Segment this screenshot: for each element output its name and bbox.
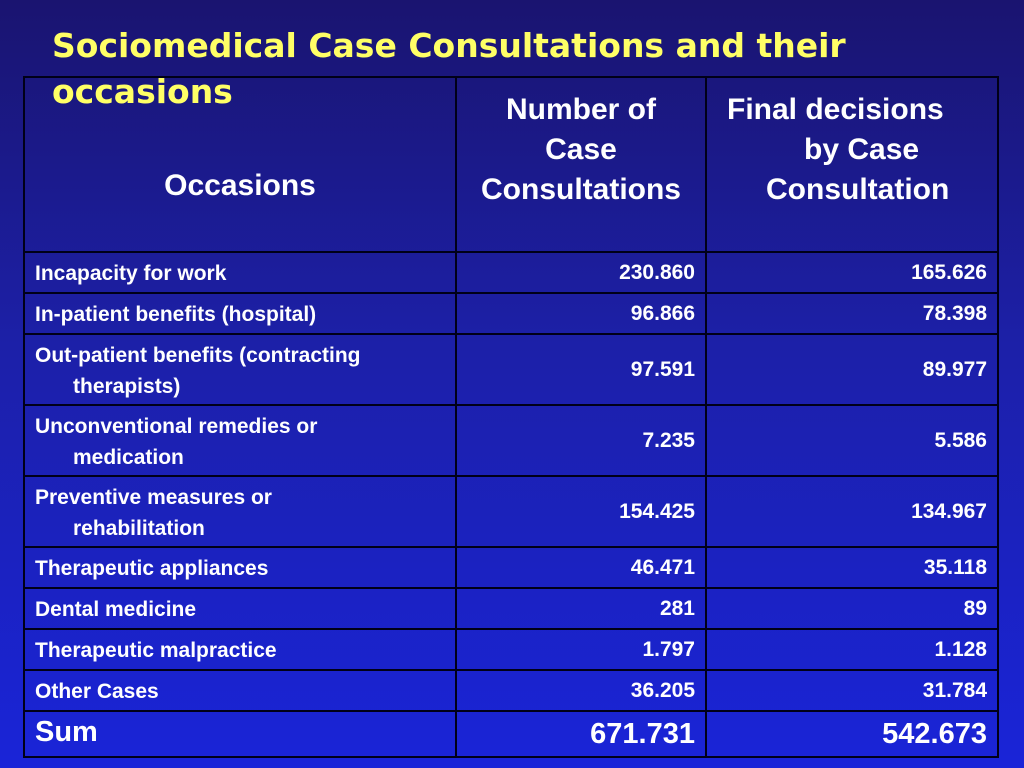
table-row — [25, 253, 999, 294]
final-decisions-cell: 165.626 — [707, 253, 999, 294]
final-decisions-cell: 89 — [707, 589, 999, 630]
occasion-cell: Preventive measures or rehabilitation — [25, 477, 457, 548]
header-occasions: Occasions — [25, 78, 457, 253]
occasion-cell: Out-patient benefits (contracting therapists) — [25, 335, 457, 406]
slide-title: Sociomedical Case Consultations and their occasions — [52, 26, 846, 111]
sum-number-of-consultations: 671.731 — [457, 712, 707, 758]
occasion-cell: Other Cases — [25, 671, 457, 712]
number-of-consultations-cell: 36.205 — [457, 671, 707, 712]
table-row — [25, 477, 999, 548]
number-of-consultations-cell: 281 — [457, 589, 707, 630]
table-row — [25, 671, 999, 712]
final-decisions-cell: 134.967 — [707, 477, 999, 548]
number-of-consultations-cell: 1.797 — [457, 630, 707, 671]
table-body — [25, 253, 999, 712]
final-decisions-cell: 78.398 — [707, 294, 999, 335]
final-decisions-cell: 5.586 — [707, 406, 999, 477]
table-row — [25, 335, 999, 406]
number-of-consultations-cell: 7.235 — [457, 406, 707, 477]
table-row — [25, 294, 999, 335]
occasion-cell: Therapeutic malpractice — [25, 630, 457, 671]
table-row — [25, 406, 999, 477]
final-decisions-cell: 1.128 — [707, 630, 999, 671]
sum-label: Sum — [25, 712, 457, 758]
number-of-consultations-cell: 46.471 — [457, 548, 707, 589]
number-of-consultations-cell: 96.866 — [457, 294, 707, 335]
final-decisions-cell: 89.977 — [707, 335, 999, 406]
occasion-cell: Dental medicine — [25, 589, 457, 630]
occasion-cell: In-patient benefits (hospital) — [25, 294, 457, 335]
occasion-cell: Incapacity for work — [25, 253, 457, 294]
final-decisions-cell: 35.118 — [707, 548, 999, 589]
table-row — [25, 548, 999, 589]
occasion-cell: Therapeutic appliances — [25, 548, 457, 589]
number-of-consultations-cell: 97.591 — [457, 335, 707, 406]
number-of-consultations-cell: 154.425 — [457, 477, 707, 548]
table-row — [25, 630, 999, 671]
occasion-cell: Unconventional remedies or medication — [25, 406, 457, 477]
case-consultations-table — [23, 76, 999, 758]
header-number-of-case-consultations: Number of Case Consultations — [457, 78, 707, 253]
header-final-decisions: Final decisions by Case Consultation — [707, 78, 999, 253]
sum-row — [25, 712, 999, 758]
final-decisions-cell: 31.784 — [707, 671, 999, 712]
number-of-consultations-cell: 230.860 — [457, 253, 707, 294]
table-row — [25, 589, 999, 630]
sum-final-decisions: 542.673 — [707, 712, 999, 758]
